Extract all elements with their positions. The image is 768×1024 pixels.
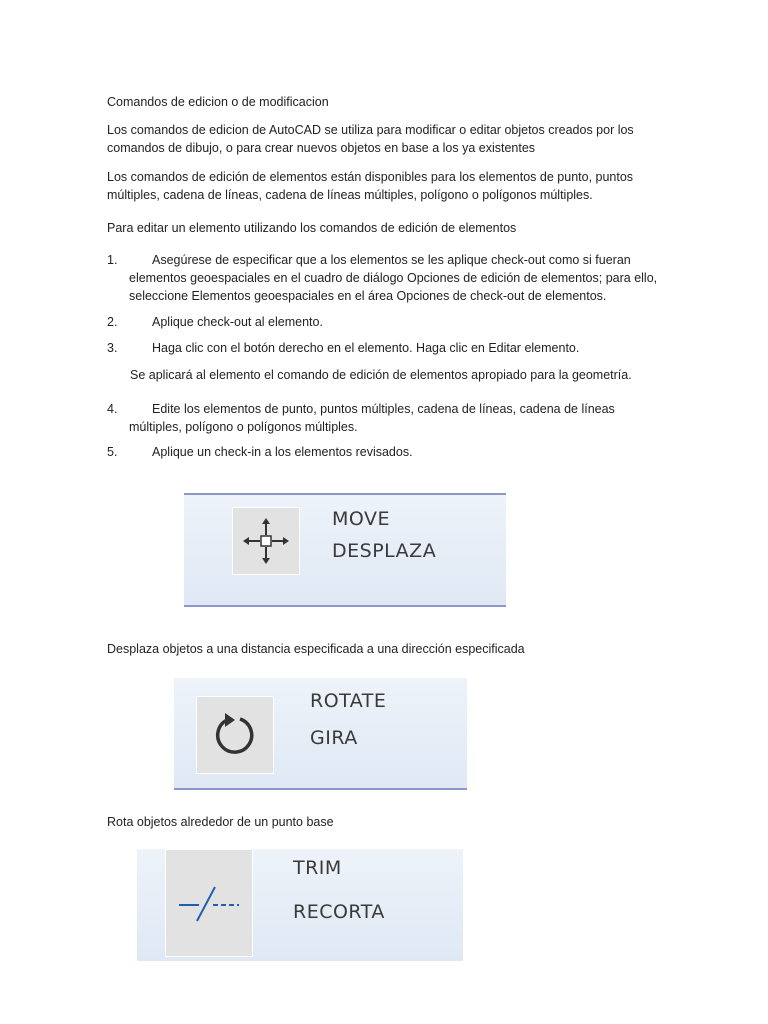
heading: Comandos de edicion o de modificacion: [107, 95, 329, 109]
rotate-label: ROTATE: [310, 690, 387, 712]
trim-label: TRIM: [293, 857, 342, 879]
list-number: 3.: [107, 341, 118, 355]
list-number: 5.: [107, 445, 118, 459]
move-command-panel: [184, 493, 506, 607]
paragraph-1: [107, 121, 707, 157]
list-text-line: múltiples, polígono o polígonos múltiples.: [129, 420, 358, 434]
move-label-es: DESPLAZA: [332, 540, 437, 562]
move-icon: [232, 507, 300, 575]
list-item: [107, 339, 687, 357]
rotate-icon: [196, 696, 274, 774]
paragraph-3: Para editar un elemento utilizando los comandos de edición de elementos: [107, 221, 517, 235]
rotate-label-es: GIRA: [310, 727, 358, 749]
paragraph-1-line-2: comandos de dibujo, o para crear nuevos objetos en base a los ya existentes: [107, 141, 536, 155]
paragraph-1-line-1: Los comandos de edicion de AutoCAD se utiliza para modificar o editar objetos creados por los: [107, 123, 634, 137]
move-caption: Desplaza objetos a una distancia especificada a una dirección especificada: [107, 642, 525, 656]
move-icon-graphic: [238, 513, 294, 569]
trim-icon-graphic: [169, 873, 249, 933]
list-text-line: Haga clic con el botón derecho en el elemento. Haga clic en Editar elemento.: [152, 341, 580, 355]
list-number: 1.: [107, 253, 118, 267]
list-text-line: elementos geoespaciales en el cuadro de diálogo Opciones de edición de elementos; para ello,: [129, 271, 658, 285]
rotate-icon-graphic: [207, 707, 263, 763]
list-text-line: Edite los elementos de punto, puntos múltiples, cadena de líneas, cadena de líneas: [152, 402, 615, 416]
paragraph-2-line-2: múltiples, cadena de líneas, cadena de líneas múltiples, polígono o polígonos múltiples.: [107, 188, 593, 202]
move-label: MOVE: [332, 508, 391, 530]
note-text: Se aplicará al elemento el comando de edición de elementos apropiado para la geometría.: [130, 368, 632, 382]
list-text-line: Aplique un check-in a los elementos revisados.: [152, 445, 413, 459]
list-note: [107, 366, 687, 384]
list-item: [107, 251, 687, 305]
panel-bottom-border: [184, 605, 506, 607]
list-number: 4.: [107, 402, 118, 416]
trim-icon: [165, 849, 253, 957]
trim-command-panel: [137, 849, 463, 961]
list-text-line: seleccione Elementos geoespaciales en el área Opciones de check-out de elementos.: [129, 289, 607, 303]
panel-top-border: [184, 493, 506, 495]
rotate-caption: Rota objetos alrededor de un punto base: [107, 815, 334, 829]
list-item: [107, 313, 687, 331]
trim-label-es: RECORTA: [293, 901, 385, 923]
panel-bottom-border: [174, 788, 467, 790]
list-item: [107, 443, 687, 461]
paragraph-2: [107, 168, 707, 204]
list-text-line: Asegúrese de especificar que a los elementos se les aplique check-out como si fueran: [152, 253, 631, 267]
list-number: 2.: [107, 315, 118, 329]
rotate-command-panel: [174, 678, 467, 790]
list-item: [107, 400, 687, 436]
list-text-line: Aplique check-out al elemento.: [152, 315, 323, 329]
paragraph-2-line-1: Los comandos de edición de elementos están disponibles para los elementos de punto, puntos: [107, 170, 634, 184]
